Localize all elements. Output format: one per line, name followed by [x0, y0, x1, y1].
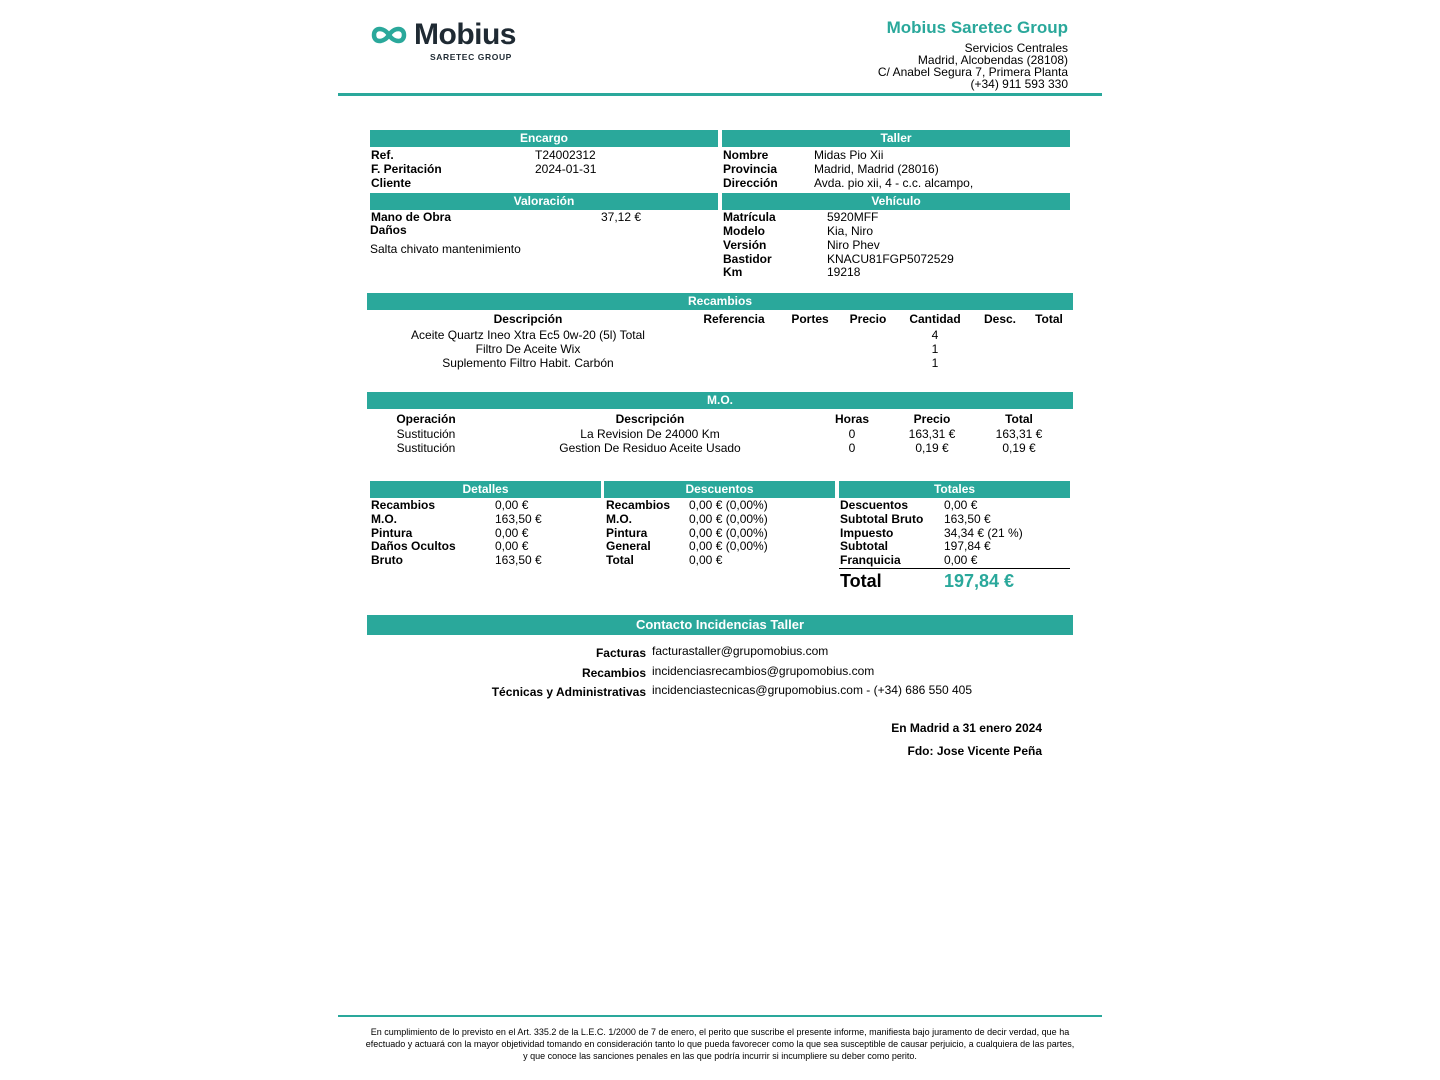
mo-header-descripcion: Descripción: [615, 412, 685, 426]
encargo-title: Encargo: [370, 130, 718, 147]
detalles-label: Daños Ocultos: [371, 539, 456, 553]
recambio-cantidad: 1: [931, 342, 939, 356]
mo-precio: 163,31 €: [908, 427, 956, 441]
recambio-descripcion: Suplemento Filtro Habit. Carbón: [442, 356, 614, 370]
mo-total: 163,31 €: [995, 427, 1043, 441]
vehiculo-matricula-value: 5920MFF: [827, 210, 879, 224]
mo-header-precio: Precio: [913, 412, 951, 426]
totales-value: 0,00 €: [944, 498, 978, 512]
footer-divider: [338, 1015, 1102, 1017]
grand-total-label: Total: [840, 571, 882, 591]
contacto-label: Recambios: [581, 666, 646, 680]
vehiculo-km-label: Km: [723, 265, 743, 279]
totales-label: Subtotal Bruto: [840, 512, 924, 526]
detalles-value: 0,00 €: [495, 539, 529, 553]
descuentos-label: Total: [606, 553, 634, 567]
descuentos-label: General: [606, 539, 651, 553]
totales-label: Franquicia: [840, 553, 901, 567]
totales-label: Descuentos: [840, 498, 909, 512]
encargo-cliente-label: Cliente: [371, 176, 412, 190]
recambios-header-cantidad: Cantidad: [909, 312, 961, 326]
contacto-title: Contacto Incidencias Taller: [367, 615, 1073, 635]
vehiculo-modelo-label: Modelo: [723, 224, 765, 238]
recambios-header-precio: Precio: [849, 312, 887, 326]
totales-value: 163,50 €: [944, 512, 991, 526]
mo-header-horas: Horas: [834, 412, 869, 426]
mo-descripcion: La Revision De 24000 Km: [580, 427, 720, 441]
recambios-header-portes: Portes: [791, 312, 829, 326]
detalles-value: 163,50 €: [495, 512, 542, 526]
valoracion-danos-label: Daños: [370, 223, 407, 237]
signed-by: Fdo: Jose Vicente Peña: [907, 744, 1042, 758]
valoracion-mo-value: 37,12 €: [601, 210, 642, 224]
recambio-descripcion: Aceite Quartz Ineo Xtra Ec5 0w-20 (5l) Total: [411, 328, 645, 342]
detalles-label: M.O.: [371, 512, 397, 526]
taller-direccion-value: Avda. pio xii, 4 - c.c. alcampo,: [814, 176, 974, 190]
footer-line: y que conoce las sanciones penales en las que podría incurrir si incumpliere su deber como perito.: [523, 1051, 917, 1061]
contacto-label: Técnicas y Administrativas: [491, 685, 646, 699]
company-name: Mobius Saretec Group: [886, 18, 1068, 37]
contacto-email-link[interactable]: incidenciasrecambios@grupomobius.com: [652, 664, 875, 678]
mo-total: 0,19 €: [1002, 441, 1036, 455]
valoracion-mo-label: Mano de Obra: [371, 210, 452, 224]
mo-precio: 0,19 €: [915, 441, 949, 455]
footer-line: En cumplimiento de lo previsto en el Art. 335.2 de la L.E.C. 1/2000 de 7 de enero, el perito que suscribe el presente informe, manifiesta bajo juramento de decir verdad, que ha: [370, 1027, 1070, 1037]
logo-sub: SARETEC GROUP: [430, 52, 512, 62]
descuentos-label: Recambios: [606, 498, 671, 512]
vehiculo-bastidor-value: KNACU81FGP5072529: [827, 252, 954, 266]
taller-provincia-label: Provincia: [723, 162, 778, 176]
totales-value: 0,00 €: [944, 553, 978, 567]
vehiculo-km-value: 19218: [827, 265, 861, 279]
detalles-value: 0,00 €: [495, 498, 529, 512]
mo-horas: 0: [848, 441, 856, 455]
place-date: En Madrid a 31 enero 2024: [891, 721, 1042, 735]
header-divider: [338, 93, 1102, 96]
encargo-ref-label: Ref.: [371, 148, 394, 162]
taller-nombre-label: Nombre: [723, 148, 769, 162]
recambio-descripcion: Filtro De Aceite Wix: [475, 342, 581, 356]
totales-value: 197,84 €: [944, 539, 991, 553]
descuentos-label: M.O.: [606, 512, 632, 526]
contacto-label: Facturas: [595, 646, 646, 660]
taller-direccion-label: Dirección: [723, 176, 778, 190]
detalles-value: 0,00 €: [495, 526, 529, 540]
contacto-email-link[interactable]: facturastaller@grupomobius.com: [652, 644, 829, 658]
detalles-label: Recambios: [371, 498, 436, 512]
footer-line: efectuado y actuará con la mayor objetividad tomando en consideración tanto lo que pueda favorecer como la que sea susceptible de causar perjuicio, a cualquiera de las partes,: [365, 1039, 1075, 1049]
footer-legal: [338, 1026, 1102, 1062]
mo-title: M.O.: [367, 392, 1073, 409]
encargo-ref-value: T24002312: [535, 148, 596, 162]
valoracion-note: Salta chivato mantenimiento: [370, 242, 521, 256]
mo-header-total: Total: [1005, 412, 1033, 426]
encargo-fecha-label: F. Peritación: [371, 162, 442, 176]
company-line: (+34) 911 593 330: [970, 77, 1068, 91]
vehiculo-version-value: Niro Phev: [827, 238, 880, 252]
totales-divider: [839, 568, 1070, 569]
mo-descripcion: Gestion De Residuo Aceite Usado: [559, 441, 741, 455]
descuentos-value: 0,00 € (0,00%): [689, 512, 768, 526]
detalles-label: Pintura: [371, 526, 413, 540]
vehiculo-bastidor-label: Bastidor: [723, 252, 772, 266]
descuentos-label: Pintura: [606, 526, 648, 540]
mo-header-operacion: Operación: [396, 412, 456, 426]
recambio-cantidad: 1: [931, 356, 939, 370]
taller-provincia-value: Madrid, Madrid (28016): [814, 162, 939, 176]
grand-total-value: 197,84 €: [944, 571, 1015, 591]
descuentos-value: 0,00 €: [689, 553, 723, 567]
vehiculo-matricula-label: Matrícula: [723, 210, 776, 224]
valoracion-title: Valoración: [370, 193, 718, 210]
totales-title: Totales: [839, 481, 1070, 498]
totales-label: Subtotal: [840, 539, 888, 553]
totales-label: Impuesto: [840, 526, 894, 540]
mo-horas: 0: [848, 427, 856, 441]
detalles-title: Detalles: [370, 481, 601, 498]
vehiculo-version-label: Versión: [723, 238, 767, 252]
mobius-logo-icon: [370, 22, 408, 48]
vehiculo-title: Vehículo: [722, 193, 1070, 210]
encargo-fecha-value: 2024-01-31: [535, 162, 597, 176]
company-line: Servicios Centrales: [964, 41, 1068, 55]
recambios-header-descripcion: Descripción: [493, 312, 563, 326]
recambios-header-total: Total: [1035, 312, 1063, 326]
descuentos-value: 0,00 € (0,00%): [689, 539, 768, 553]
mo-operacion: Sustitución: [396, 441, 456, 455]
descuentos-value: 0,00 € (0,00%): [689, 526, 768, 540]
logo-name: Mobius: [414, 18, 516, 51]
taller-title: Taller: [722, 130, 1070, 147]
totales-value: 34,34 € (21 %): [944, 526, 1023, 540]
taller-nombre-value: Midas Pio Xii: [814, 148, 884, 162]
recambios-header-desc: Desc.: [983, 312, 1017, 326]
company-line: Madrid, Alcobendas (28108): [917, 53, 1068, 67]
recambio-cantidad: 4: [931, 328, 939, 342]
company-block: [668, 17, 1068, 90]
contacto-email-link[interactable]: incidenciastecnicas@grupomobius.com - (+34) 686 550 405: [652, 683, 973, 697]
detalles-value: 163,50 €: [495, 553, 542, 567]
logo: [370, 20, 530, 64]
recambios-header-referencia: Referencia: [703, 312, 765, 326]
descuentos-title: Descuentos: [604, 481, 835, 498]
detalles-label: Bruto: [371, 553, 403, 567]
recambios-title: Recambios: [367, 293, 1073, 310]
mo-operacion: Sustitución: [396, 427, 456, 441]
vehiculo-modelo-value: Kia, Niro: [827, 224, 874, 238]
descuentos-value: 0,00 € (0,00%): [689, 498, 768, 512]
company-line: C/ Anabel Segura 7, Primera Planta: [877, 65, 1068, 79]
